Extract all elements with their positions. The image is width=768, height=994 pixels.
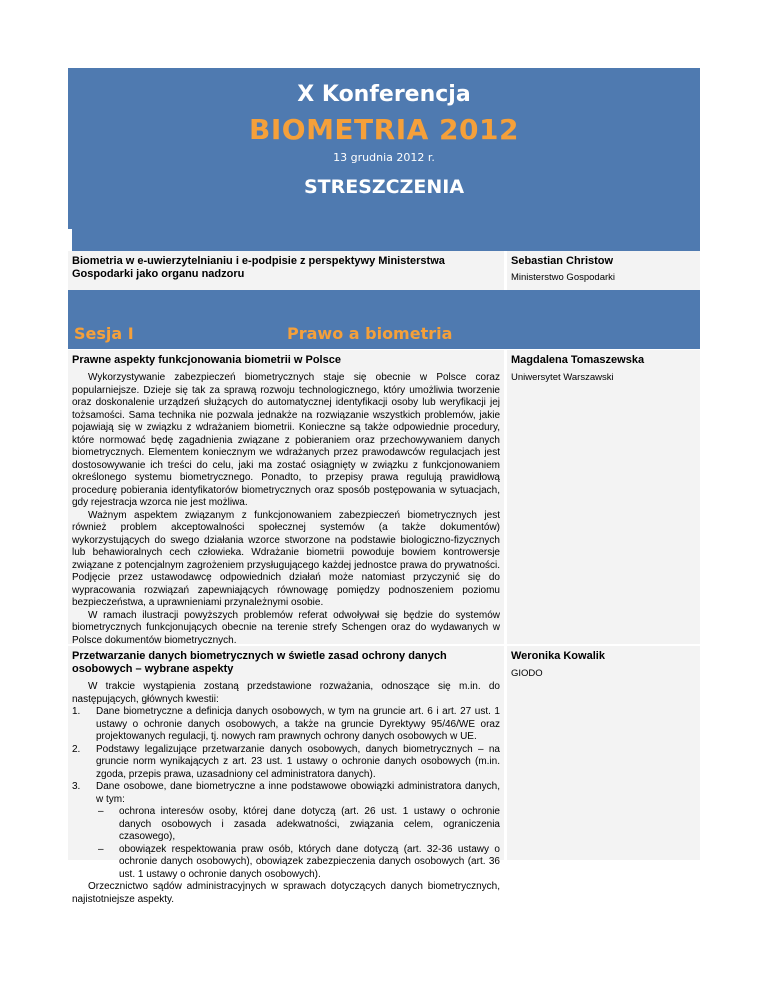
document-title: STRESZCZENIA — [303, 176, 465, 198]
talk2-sublist-item — [72, 844, 500, 882]
talk2-intro: W trakcie wystąpienia zostaną przedstawione rozważania, odnoszące się m.in. do następujących, głównych kwestii: — [72, 681, 500, 705]
talk1-content-cell — [68, 350, 504, 644]
talk2-list-item — [72, 744, 500, 782]
conference-title: BIOMETRIA 2012 — [249, 113, 519, 146]
list-text: Dane biometryczne a definicja danych osobowych, w tym na gruncie art. 6 i art. 27 ust. 1 ustawy o ochronie danych osobowych, a także na gruncie Dyrektywy 95/46/WE oraz projektowanych regulacji, tj. nowych ram prawnych ochrony danych osobowych w UE. — [96, 706, 500, 742]
dash-bullet: – — [98, 843, 104, 855]
talk2-title: Przetwarzanie danych biometrycznych w świetle zasad ochrony danych osobowych – wybrane aspekty — [72, 650, 447, 675]
talk1-paragraph-3: W ramach ilustracji powyższych problemów referat odwoływał się będzie do systemów biometrycznych funkcjonujących obecnie na terenie strefy Schengen oraz do wydawanych w Polsce dokumentów biometrycznych. — [72, 609, 500, 646]
talk2-outro: Orzecznictwo sądów administracyjnych w sprawach dotyczących danych biometrycznych, najistotniejsze aspekty. — [72, 881, 500, 905]
session-title: Prawo a biometria — [287, 324, 453, 343]
sublist-text: ochrona interesów osoby, której dane dotyczą (art. 26 ust. 1 ustawy o ochronie danych osobowych i zasada adekwatności, związania celem, ograniczenia czasowego), — [119, 806, 500, 842]
intro-talk-title: Biometria w e-uwierzytelnianiu i e-podpisie z perspektywy Ministerstwa Gospodarki jako organu nadzoru — [72, 255, 445, 280]
intro-author-cell — [507, 251, 700, 290]
intro-affiliation: Ministerstwo Gospodarki — [511, 272, 616, 283]
talk2-list-item — [72, 781, 500, 806]
talk1-author: Magdalena Tomaszewska — [511, 354, 645, 366]
talk2-author: Weronika Kowalik — [511, 650, 605, 662]
talk2-list-item — [72, 706, 500, 744]
conference-number: X Konferencja — [297, 82, 471, 107]
intro-title-cell — [68, 251, 504, 290]
talk1-paragraph-2: Ważnym aspektem związanym z funkcjonowaniem zabezpieczeń biometrycznych jest również problem akceptowalności społecznej systemów (a także dokumentów) wykorzystujących do swego działania wzorce stworzone na podstawie biologiczno-fizycznych lub behawioralnych cech człowieka. Wdrażanie biometrii powoduje bowiem kontrowersje związane z potencjalnym zagrożeniem przysługującego każdej jednostce prawa do prywatności. Podjęcie przez ustawodawcę odpowiednich działań może natomiast przyczynić się do wypracowania rozwiązań zapewniających równowagę pomiędzy podnoszeniem poziomu bezpieczeństwa, a uprawnieniami przynależnymi osobie. — [72, 509, 500, 608]
talk2-author-cell — [507, 646, 700, 860]
header-banner — [68, 68, 700, 229]
separator-band-1 — [68, 229, 700, 251]
dash-bullet: – — [98, 806, 104, 817]
talk1-affiliation: Uniwersytet Warszawski — [511, 372, 614, 383]
list-number: 3. — [72, 781, 81, 792]
sublist-text: obowiązek respektowania praw osób, których dane dotyczą (art. 32-36 ustawy o ochronie danych osobowych), obowiązek zabezpieczenia danych osobowych (art. 36 ust. 1 ustawy o ochronie danych osobowych). — [119, 843, 500, 880]
separator-band-2 — [68, 290, 700, 319]
list-text: Dane osobowe, dane biometryczne a inne podstawowe obowiązki administratora danych, w tym: — [96, 781, 500, 805]
list-text: Podstawy legalizujące przetwarzanie danych osobowych, danych biometrycznych – na gruncie norm wynikających z art. 23 ust. 1 ustawy o ochronie danych osobowych (m.in. zgoda, przepis prawa, uzasadniony cel administratora danych). — [96, 743, 500, 780]
talk1-paragraph-1: Wykorzystywanie zabezpieczeń biometrycznych staje się obecnie w Polsce coraz popularniejsze. Dzieje się tak za sprawą rozwoju technologicznego, który umożliwia tworzenie oraz doskonalenie urządzeń służących do automatycznej identyfikacji osoby lub weryfikacji jej tożsamości. Sama technika nie pozwala jednakże na rozwiązanie wszystkich problemów, jakie pojawiają się w związku z wdrażaniem biometrii. Konieczne są także odpowiednie procedury, które normować będę zagadnienia związane z pobieraniem oraz przechowywaniem danych biometrycznych. Elementem koniecznym we wdrażanych przez prawodawców regulacjach jest dostosowywanie ich treści do celu, jaki ma zostać osiągnięty w związku z funkcjonowaniem określonego systemu biometrycznego. Ponadto, to przepisy prawa regulują prawidłową procedurę pobierania identyfikatorów biometrycznych oraz sposób postępowania w sytuacjach, gdy rejestracja wzorca nie jest możliwa. — [72, 372, 500, 508]
list-number: 2. — [72, 743, 81, 755]
session-header — [68, 319, 700, 349]
talk2-affiliation: GIODO — [511, 668, 543, 679]
conference-date: 13 grudnia 2012 r. — [333, 151, 435, 164]
session-number: Sesja I — [74, 324, 134, 343]
talk1-title: Prawne aspekty funkcjonowania biometrii w Polsce — [72, 354, 341, 366]
intro-author: Sebastian Christow — [511, 255, 614, 267]
talk2-content-cell — [68, 646, 504, 905]
talk1-author-cell — [507, 350, 700, 644]
list-number: 1. — [72, 706, 81, 717]
talk2-sublist-item — [72, 806, 500, 844]
